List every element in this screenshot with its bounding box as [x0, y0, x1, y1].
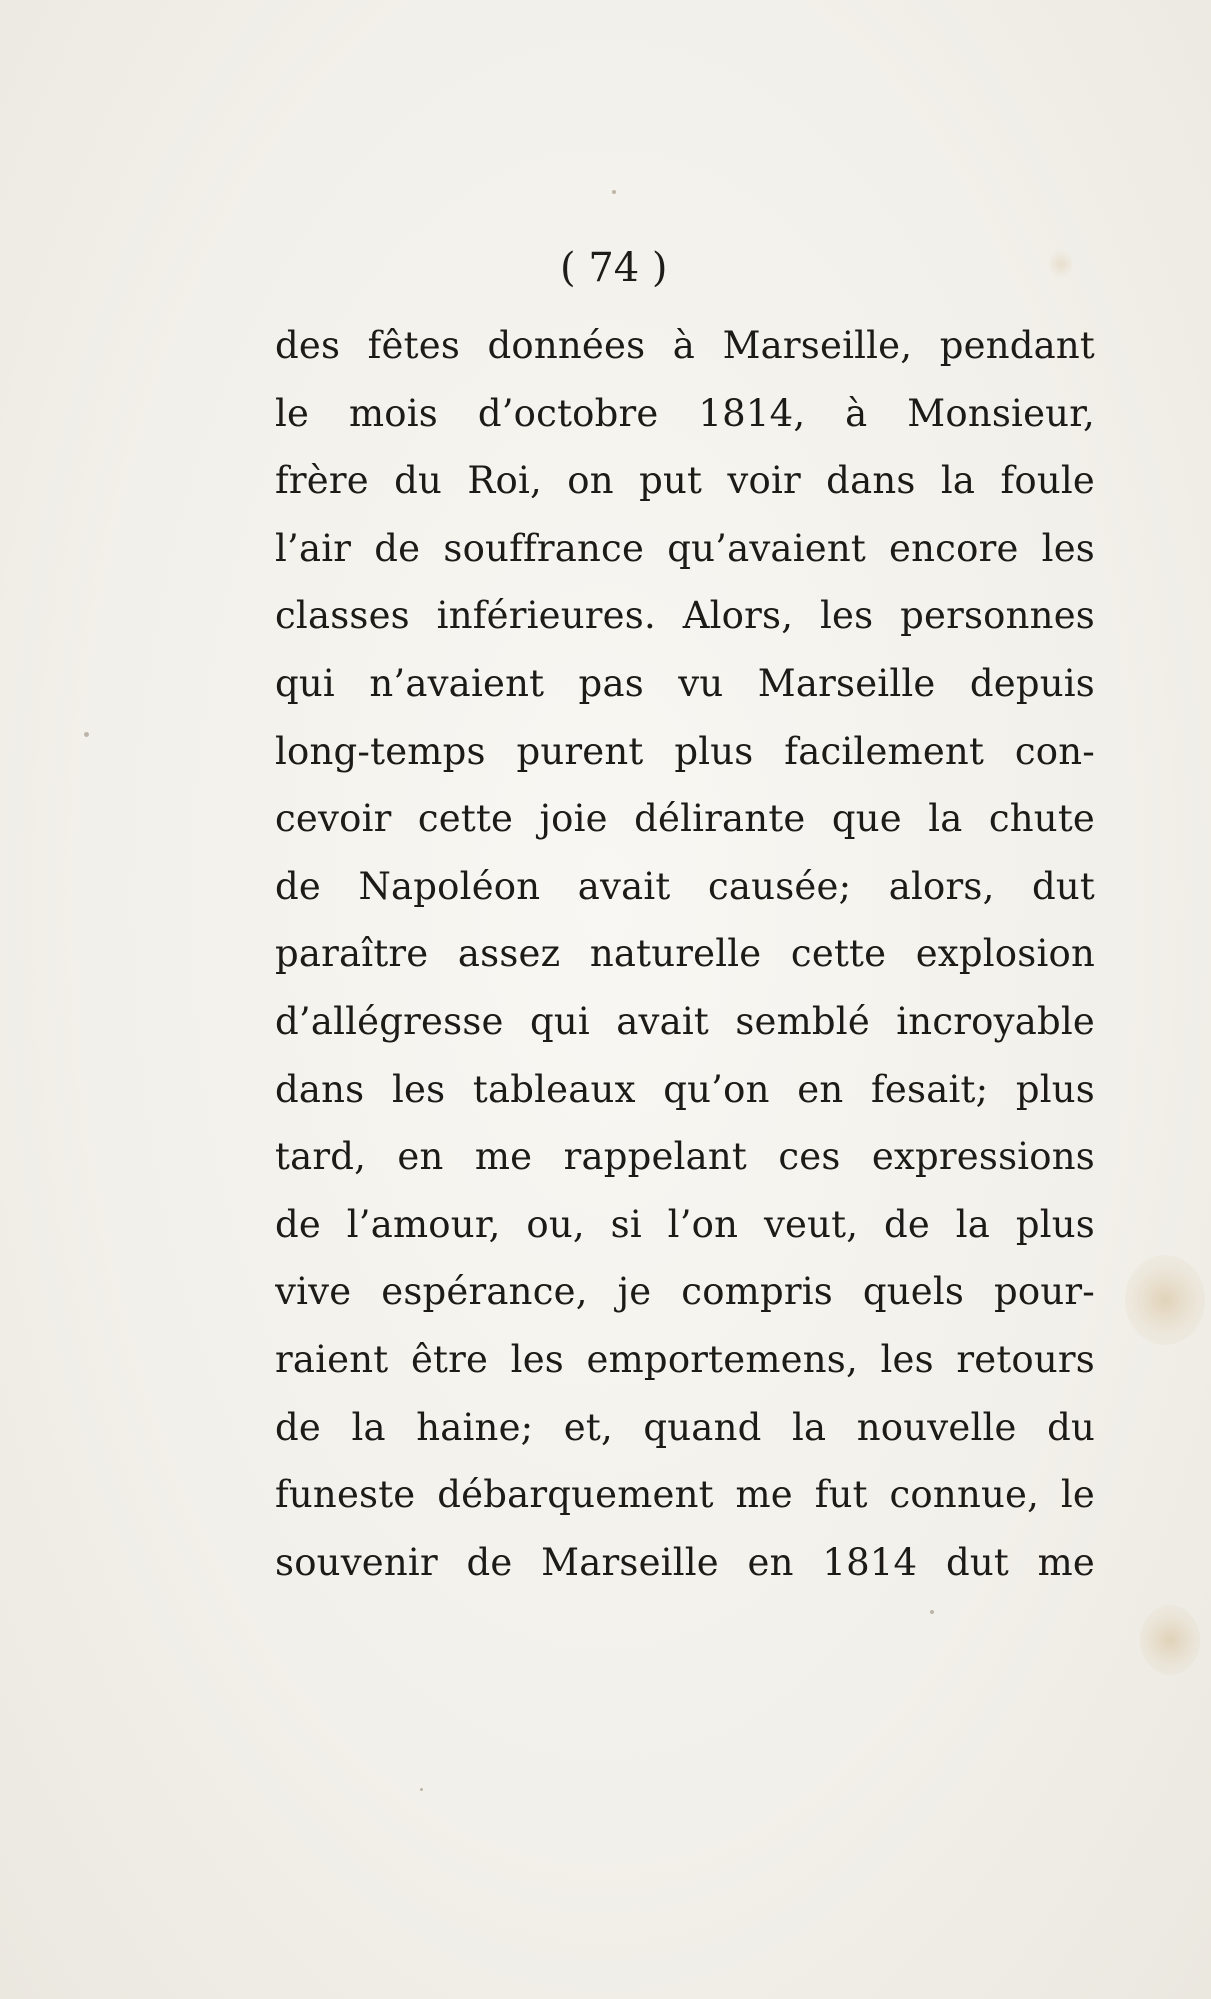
paper-speck — [420, 1788, 423, 1791]
text-line: frère du Roi, on put voir dans la foule — [275, 459, 1095, 503]
text-line: le mois d’octobre 1814, à Monsieur, — [275, 391, 1095, 435]
foxing-stain — [1050, 250, 1072, 278]
page-number: ( 74 ) — [560, 245, 668, 291]
text-line: dans les tableaux qu’on en fesait; plus — [275, 1067, 1095, 1111]
text-line: souvenir de Marseille en 1814 dut me — [275, 1540, 1095, 1584]
text-line: paraître assez naturelle cette explosion — [275, 932, 1095, 976]
text-line: tard, en me rappelant ces expressions — [275, 1135, 1095, 1179]
text-line: raient être les emportemens, les retours — [275, 1337, 1095, 1381]
text-line: des fêtes données à Marseille, pendant — [275, 324, 1095, 367]
paper-speck — [930, 1610, 934, 1614]
foxing-stain — [1140, 1605, 1200, 1675]
text-line: funeste débarquement me fut connue, le — [275, 1473, 1095, 1517]
paper-speck — [84, 732, 89, 737]
text-line: de la haine; et, quand la nouvelle du — [275, 1405, 1095, 1449]
paper-speck — [612, 190, 616, 194]
text-line: classes inférieures. Alors, les personnes — [275, 594, 1095, 638]
text-line: long-temps purent plus facilement con- — [275, 729, 1095, 773]
text-line: cevoir cette joie délirante que la chute — [275, 797, 1095, 841]
text-line: qui n’avaient pas vu Marseille depuis — [275, 661, 1095, 705]
foxing-stain — [1125, 1255, 1205, 1345]
body-text — [275, 312, 1095, 1596]
text-line: l’air de souffrance qu’avaient encore les — [275, 526, 1095, 570]
text-line: d’allégresse qui avait semblé incroyable — [275, 999, 1095, 1043]
text-line: de l’amour, ou, si l’on veut, de la plus — [275, 1202, 1095, 1246]
text-line: de Napoléon avait causée; alors, dut — [275, 864, 1095, 908]
text-line: vive espérance, je compris quels pour- — [275, 1270, 1095, 1314]
